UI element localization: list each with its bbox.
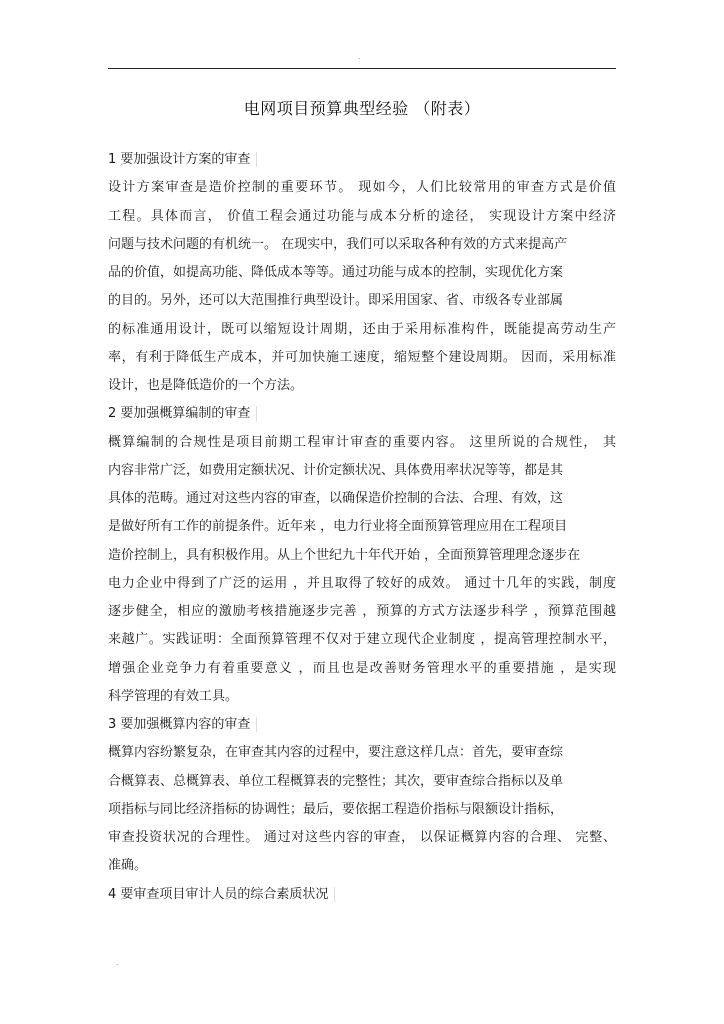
line-text: 品的价值，如提高功能、降低成本等等。通过功能与成本的控制，实现优化方案 (108, 265, 564, 280)
paragraph-line (108, 378, 303, 394)
paragraph-line: 电力企业中得到了广泛的运用 ，并且取得了较好的成效。 通过十几年的实践，制度 (108, 576, 616, 591)
paragraph-line (108, 689, 238, 705)
line-text: 具体的范畴。通过对这些内容的审查，以确保造价控制的合法、合理、有效，这 (108, 491, 564, 506)
paragraph-line: 逐步健全，相应的激励考核措施逐步完善 ，预算的方式方法逐步科学 ，预算范围越 (108, 604, 616, 619)
paragraph-line: 增强企业竞争力有着重要意义 ，而且也是改善财务管理水平的重要措施 ，是实现 (108, 661, 616, 676)
footer-mark: . (116, 958, 119, 967)
header-rule (108, 68, 616, 69)
line-text: 问题与技术问题的有机统一。 在现实中，我们可以采取各种有效的方式来提高产 (108, 237, 568, 252)
paragraph-line (108, 745, 563, 761)
line-text: 项指标与同比经济指标的协调性；最后，要依据工程造价指标与限额设计指标， (108, 802, 564, 817)
paragraph-line (108, 491, 563, 507)
line-text: 造价控制上，具有积极作用。从上个世纪九十年代开始 ，全面预算管理理念逐步在 (108, 548, 581, 563)
section-heading-text: 4 要审查项目审计人员的综合素质状况 (108, 887, 335, 902)
paragraph-line (108, 237, 567, 253)
line-text: 的目的。另外，还可以大范围推行典型设计。即采用国家、省、市级各专业部属 (108, 293, 564, 308)
section-heading-text: 1 要加强设计方案的审查 (108, 152, 257, 167)
page-title: 电网项目预算典型经验 （附表） (243, 99, 481, 118)
paragraph-line: 的标准通用设计，既可以缩短设计周期，还由于采用标准构件，既能提高劳动生产 (108, 322, 616, 337)
section-heading (108, 887, 335, 903)
line-text: 设计，也是降低造价的一个方法。 (108, 378, 304, 393)
paragraph-line (108, 293, 563, 309)
paragraph-line (108, 858, 147, 874)
section-heading (108, 152, 257, 168)
line-text: 科学管理的有效工具。 (108, 689, 239, 704)
paragraph-line: 概算编制的合规性是项目前期工程审计审查的重要内容。 这里所说的合规性， 其 (108, 435, 616, 450)
paragraph-line: 工程。具体而言， 价值工程会通过功能与成本分析的途径， 实现设计方案中经济 (108, 209, 616, 224)
section-heading (108, 406, 257, 422)
line-text: 准确。 (108, 858, 148, 873)
paragraph-line: 设计方案审查是造价控制的重要环节。 现如今，人们比较常用的审查方式是价值 (108, 180, 616, 195)
paragraph-line: 审查投资状况的合理性。 通过对这些内容的审查， 以保证概算内容的合理、 完整、 (108, 830, 616, 845)
paragraph-line (108, 548, 580, 564)
paragraph-line: 来越广。实践证明：全面预算管理不仅对于建立现代企业制度 ，提高管理控制水平， (108, 632, 616, 647)
line-text: 是做好所有工作的前提条件。近年来 ，电力行业将全面预算管理应用在工程项目 (108, 519, 568, 534)
paragraph-line (108, 463, 563, 479)
paragraph-line (108, 265, 563, 281)
paragraph-line: 率，有利于降低生产成本，并可加快施工速度，缩短整个建设周期。 因而，采用标准 (108, 350, 616, 365)
paragraph-line (108, 802, 563, 818)
paragraph-line (108, 519, 567, 535)
line-text: 合概算表、总概算表、单位工程概算表的完整性；其次，要审查综合指标以及单 (108, 774, 564, 789)
header-mark: . (358, 52, 361, 61)
section-heading-text: 2 要加强概算编制的审查 (108, 406, 257, 421)
section-heading (108, 717, 257, 733)
line-text: 内容非常广泛，如费用定额状况、计价定额状况、具体费用率状况等等，都是其 (108, 463, 564, 478)
section-heading-text: 3 要加强概算内容的审查 (108, 717, 257, 732)
paragraph-line (108, 774, 563, 790)
line-text: 概算内容纷繁复杂，在审查其内容的过程中，要注意这样几点：首先，要审查综 (108, 745, 564, 760)
